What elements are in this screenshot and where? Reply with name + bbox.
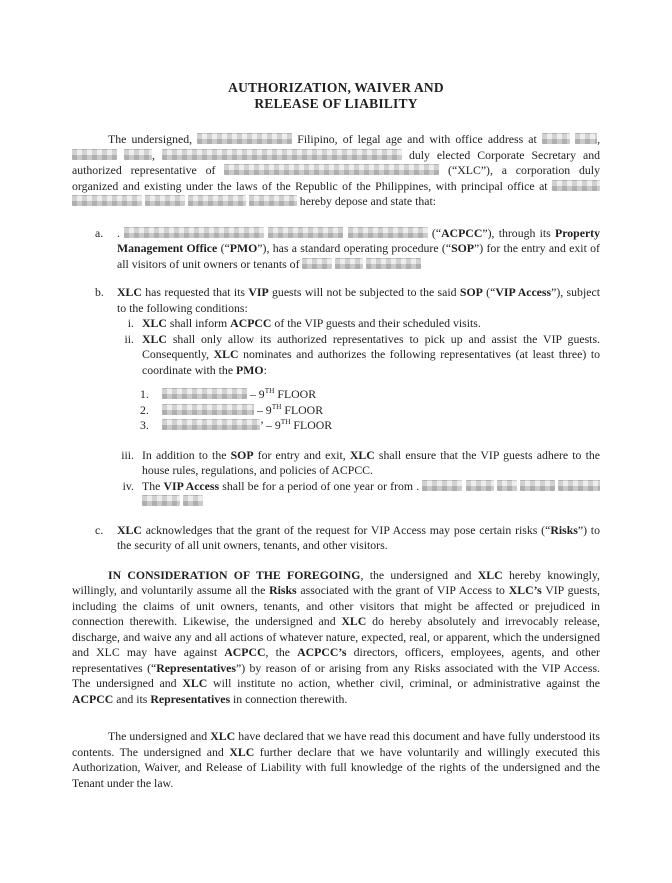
bold-text: XLC bbox=[117, 522, 142, 537]
list-marker: 1. bbox=[140, 387, 149, 401]
redacted-text bbox=[188, 195, 246, 206]
list-item-text: . (“ACPCC”), through its Property Management Office (“PMO”), has a standard operating procedure (“SOP”) for the entry and exit of all visitors of unit owners or tenants of bbox=[117, 225, 601, 271]
list-marker: i. bbox=[127, 316, 134, 330]
list-item-text: ’ – 9TH FLOOR bbox=[162, 418, 600, 434]
list-marker: 2. bbox=[140, 402, 149, 417]
document-title bbox=[72, 80, 600, 111]
redacted-text bbox=[145, 195, 185, 206]
redacted-text bbox=[162, 404, 254, 415]
paragraph: The undersigned and XLC have declared that we have read this document and have fully understood its contents. The undersigned and XLC further declare that we have voluntarily and willingly executed this Authorization, Waiver, and Release of Liability with full knowledge of the rights of the undersigned and the Tenant under the law. bbox=[72, 729, 600, 790]
bold-text: XLC bbox=[142, 331, 167, 346]
list-item bbox=[140, 403, 600, 419]
redacted-text bbox=[124, 227, 264, 238]
list-marker: b. bbox=[95, 285, 104, 299]
list-item-text: XLC acknowledges that the grant of the request for VIP Access may pose certain risks (“Risks”) to the security of all unit owners, tenants, and other visitors. bbox=[117, 522, 600, 552]
redacted-text bbox=[249, 195, 297, 206]
redacted-text bbox=[268, 227, 343, 238]
bold-text: XLC bbox=[210, 729, 236, 743]
list-item-text: XLC has requested that its VIP guests will not be subjected to the said SOP (“VIP Access”), subject to the following conditions: bbox=[117, 285, 600, 315]
bold-text: Risks bbox=[550, 522, 578, 537]
document-title-line1: AUTHORIZATION, WAIVER AND bbox=[228, 80, 444, 95]
redacted-text bbox=[542, 133, 570, 144]
superscript-text: TH bbox=[280, 417, 291, 427]
list-item bbox=[106, 316, 600, 332]
list-item bbox=[106, 448, 600, 479]
bold-text: XLC bbox=[477, 567, 503, 582]
redacted-text bbox=[366, 258, 421, 269]
list-item bbox=[140, 387, 600, 403]
list-item-text: XLC shall only allow its authorized representatives to pick up and assist the VIP guests. Consequently, XLC nominates and authorizes the following representatives (at least three) to coordinate with the PMO: bbox=[142, 331, 600, 377]
bold-text: PMO bbox=[236, 362, 264, 377]
list-item bbox=[106, 332, 600, 379]
list-item-text: The VIP Access shall be for a period of one year or from . bbox=[142, 479, 600, 510]
redacted-text bbox=[162, 419, 260, 430]
list-item-text: In addition to the SOP for entry and exit, XLC shall ensure that the VIP guests adhere to the house rules, regulations, and policies of ACPCC. bbox=[142, 447, 600, 477]
redacted-text bbox=[335, 258, 363, 269]
list-marker: a. bbox=[95, 225, 104, 240]
list-item bbox=[95, 285, 600, 316]
redacted-text bbox=[124, 149, 152, 160]
list-item bbox=[95, 226, 600, 273]
bold-text: SOP bbox=[459, 285, 483, 299]
list-item-text: – 9TH FLOOR bbox=[162, 403, 600, 419]
redacted-text bbox=[162, 149, 402, 160]
redacted-text bbox=[552, 180, 600, 191]
bold-text: VIP Access bbox=[163, 478, 220, 493]
redacted-text bbox=[162, 388, 247, 399]
list-item bbox=[140, 418, 600, 434]
bold-text: XLC’s bbox=[508, 583, 542, 597]
list-item-text: XLC shall inform ACPCC of the VIP guests and their scheduled visits. bbox=[142, 316, 481, 330]
redacted-text bbox=[72, 149, 117, 160]
list-marker: ii. bbox=[124, 331, 134, 346]
bold-text: XLC bbox=[213, 347, 239, 361]
bold-text: PMO bbox=[229, 241, 258, 255]
bold-text: XLC bbox=[349, 447, 375, 462]
bold-text: ACPCC bbox=[441, 225, 483, 240]
redacted-text bbox=[183, 495, 203, 506]
list-item bbox=[106, 479, 600, 510]
redacted-text bbox=[302, 258, 332, 269]
paragraph: IN CONSIDERATION OF THE FOREGOING, the undersigned and XLC hereby knowingly, willingly, and voluntarily assume all the Risks associated with the grant of VIP Access to XLC’s VIP guests, including the claims of unit owners, tenants, and other visitors that might be affected or prejudiced in connection therewith. Likewise, the undersigned and XLC do hereby absolutely and irrevocably release, discharge, and waive any and all actions of whatever nature, expected, real, or apparent, which the undersigned and XLC may have against ACPCC, the ACPCC’s directors, officers, employees, agents, and other representatives (“Representatives”) by reason of or arising from any Risks associated with the VIP Access. The undersigned and XLC will institute no action, whether civil, criminal, or administrative against the ACPCC and its Representatives in connection therewith. bbox=[72, 567, 601, 706]
bold-text: VIP Access bbox=[495, 285, 552, 299]
list-marker: iii. bbox=[121, 447, 134, 462]
bold-text: XLC bbox=[182, 676, 208, 690]
redacted-text bbox=[575, 133, 597, 144]
redacted-text bbox=[558, 480, 600, 491]
bold-text: IN CONSIDERATION OF THE FOREGOING bbox=[108, 567, 361, 582]
redacted-text bbox=[422, 480, 462, 491]
list-marker: c. bbox=[95, 522, 104, 537]
redacted-text bbox=[466, 480, 494, 491]
bold-text: ACPCC’s bbox=[297, 645, 347, 659]
redacted-text bbox=[224, 164, 439, 175]
bold-text: SOP bbox=[451, 241, 475, 255]
bold-text: ACPCC bbox=[72, 691, 114, 706]
document-title-line2: RELEASE OF LIABILITY bbox=[254, 95, 418, 111]
redacted-text bbox=[520, 480, 555, 491]
bold-text: XLC bbox=[117, 285, 142, 299]
bold-text: XLC bbox=[142, 316, 167, 330]
document-body bbox=[72, 132, 600, 791]
bold-text: Representatives bbox=[156, 660, 236, 675]
bold-text: VIP bbox=[248, 285, 269, 299]
redacted-text bbox=[72, 195, 142, 206]
bold-text: Representatives bbox=[150, 691, 231, 706]
bold-text: ACPCC bbox=[230, 316, 272, 330]
bold-text: Risks bbox=[269, 583, 297, 597]
bold-text: XLC bbox=[229, 744, 255, 759]
redacted-text bbox=[348, 227, 428, 238]
superscript-text: TH bbox=[271, 401, 282, 411]
bold-text: SOP bbox=[230, 447, 254, 462]
bold-text: ACPCC bbox=[224, 645, 266, 659]
list-item bbox=[95, 523, 600, 554]
paragraph: The undersigned, Filipino, of legal age and with office address at , , duly elected Corporate Secretary and authorized representative of (“XLC”), a corporation duly organized and existing under the laws of the Republic of the Philippines, with principal office at hereby depose and state that: bbox=[72, 132, 601, 208]
superscript-text: TH bbox=[264, 386, 275, 396]
redacted-text bbox=[197, 133, 292, 144]
redacted-text bbox=[497, 480, 517, 491]
list-item-text: – 9TH FLOOR bbox=[162, 387, 600, 403]
list-marker: iv. bbox=[122, 478, 134, 493]
bold-text: Property Management Office bbox=[117, 225, 601, 255]
list-marker: 3. bbox=[140, 418, 149, 432]
bold-text: XLC bbox=[341, 614, 367, 628]
redacted-text bbox=[142, 495, 180, 506]
